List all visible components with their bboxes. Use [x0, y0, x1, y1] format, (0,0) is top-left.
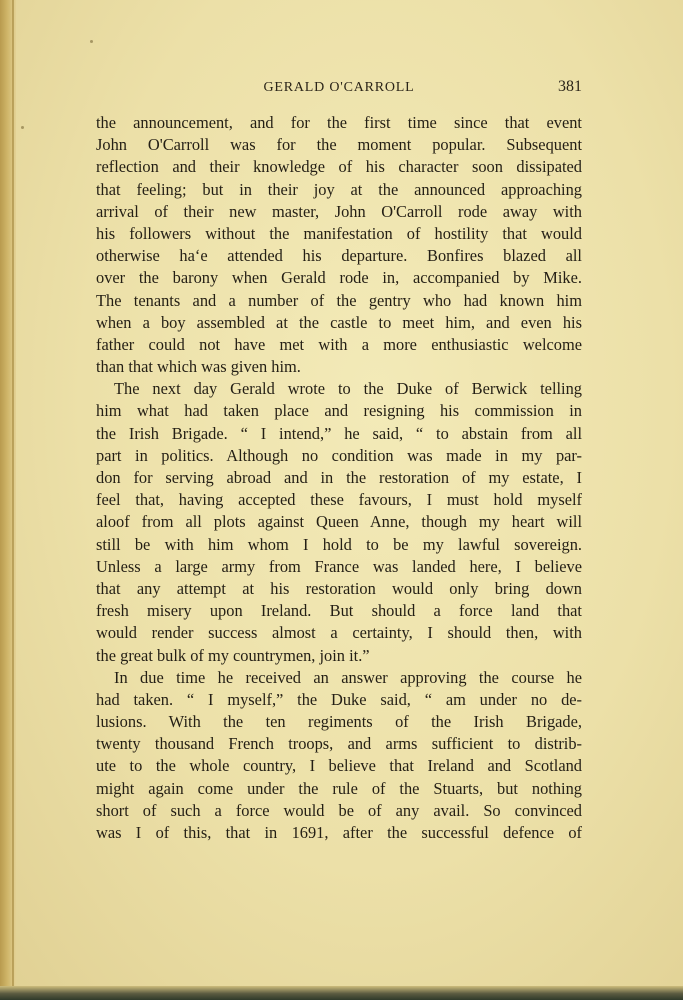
text-line: reflection and their knowledge of his character soon dissipated — [96, 157, 582, 177]
text-line: than that which was given him. — [96, 357, 301, 377]
text-line: The next day Gerald wrote to the Duke of Berwick telling — [114, 379, 582, 399]
text-line: father could not have met with a more enthusiastic welcome — [96, 334, 582, 354]
text-line: feel that, having accepted these favours, I must hold myself — [96, 490, 582, 510]
page-header — [96, 78, 582, 100]
text-line: lusions. With the ten regiments of the Irish Brigade, — [96, 712, 582, 732]
text-line: the announcement, and for the first time since that event — [96, 113, 582, 132]
ink-speck — [90, 40, 93, 43]
page-number: 381 — [558, 78, 582, 95]
text-line: short of such a force would be of any avail. So convinced — [96, 800, 582, 820]
text-line: that feeling; but in their joy at the announced approaching — [96, 179, 582, 199]
text-line: had taken. “ I myself,” the Duke said, “ am under no de- — [96, 689, 582, 709]
text-line: The tenants and a number of the gentry who had known him — [96, 290, 582, 310]
text-line: was I of this, that in 1691, after the successful defence of — [96, 823, 582, 842]
text-line: when a boy assembled at the castle to meet him, and even his — [96, 312, 582, 332]
page-bottom-edge — [0, 986, 683, 1000]
text-line: part in politics. Although no condition was made in my par- — [96, 445, 582, 465]
text-line: over the barony when Gerald rode in, accompanied by Mike. — [96, 268, 582, 288]
text-line: ute to the whole country, I believe that Ireland and Scotland — [96, 756, 582, 776]
text-line: might again come under the rule of the Stuarts, but nothing — [96, 778, 582, 798]
text-line: don for serving abroad and in the restoration of my estate, I — [96, 468, 582, 487]
text-line: otherwise haʻe attended his departure. Bonfires blazed all — [96, 246, 582, 266]
text-line: him what had taken place and resigning his commission in — [96, 401, 582, 421]
text-line: twenty thousand French troops, and arms sufficient to distrib- — [96, 734, 582, 754]
text-line: the Irish Brigade. “ I intend,” he said, “ to abstain from all — [96, 423, 582, 443]
text-line: Unless a large army from France was landed here, I believe — [96, 556, 582, 576]
text-line: In due time he received an answer approving the course he — [114, 667, 582, 687]
text-line: would render success almost a certainty, I should then, with — [96, 623, 582, 643]
text-line: still be with him whom I hold to be my lawful sovereign. — [96, 534, 582, 554]
text-line: aloof from all plots against Queen Anne, though my heart will — [96, 512, 582, 532]
body-text — [96, 112, 582, 844]
text-line: fresh misery upon Ireland. But should a force land that — [96, 601, 582, 621]
text-line: John O'Carroll was for the moment popular. Subsequent — [96, 135, 582, 155]
gutter-line — [12, 0, 14, 1000]
ink-speck — [21, 126, 24, 129]
text-line: arrival of their new master, John O'Carroll rode away with — [96, 201, 582, 221]
text-line: his followers without the manifestation of hostility that would — [96, 223, 582, 243]
text-line: the great bulk of my countrymen, join it.” — [96, 645, 370, 665]
running-head: GERALD O'CARROLL — [263, 80, 415, 95]
text-line: that any attempt at his restoration would only bring down — [96, 578, 582, 598]
